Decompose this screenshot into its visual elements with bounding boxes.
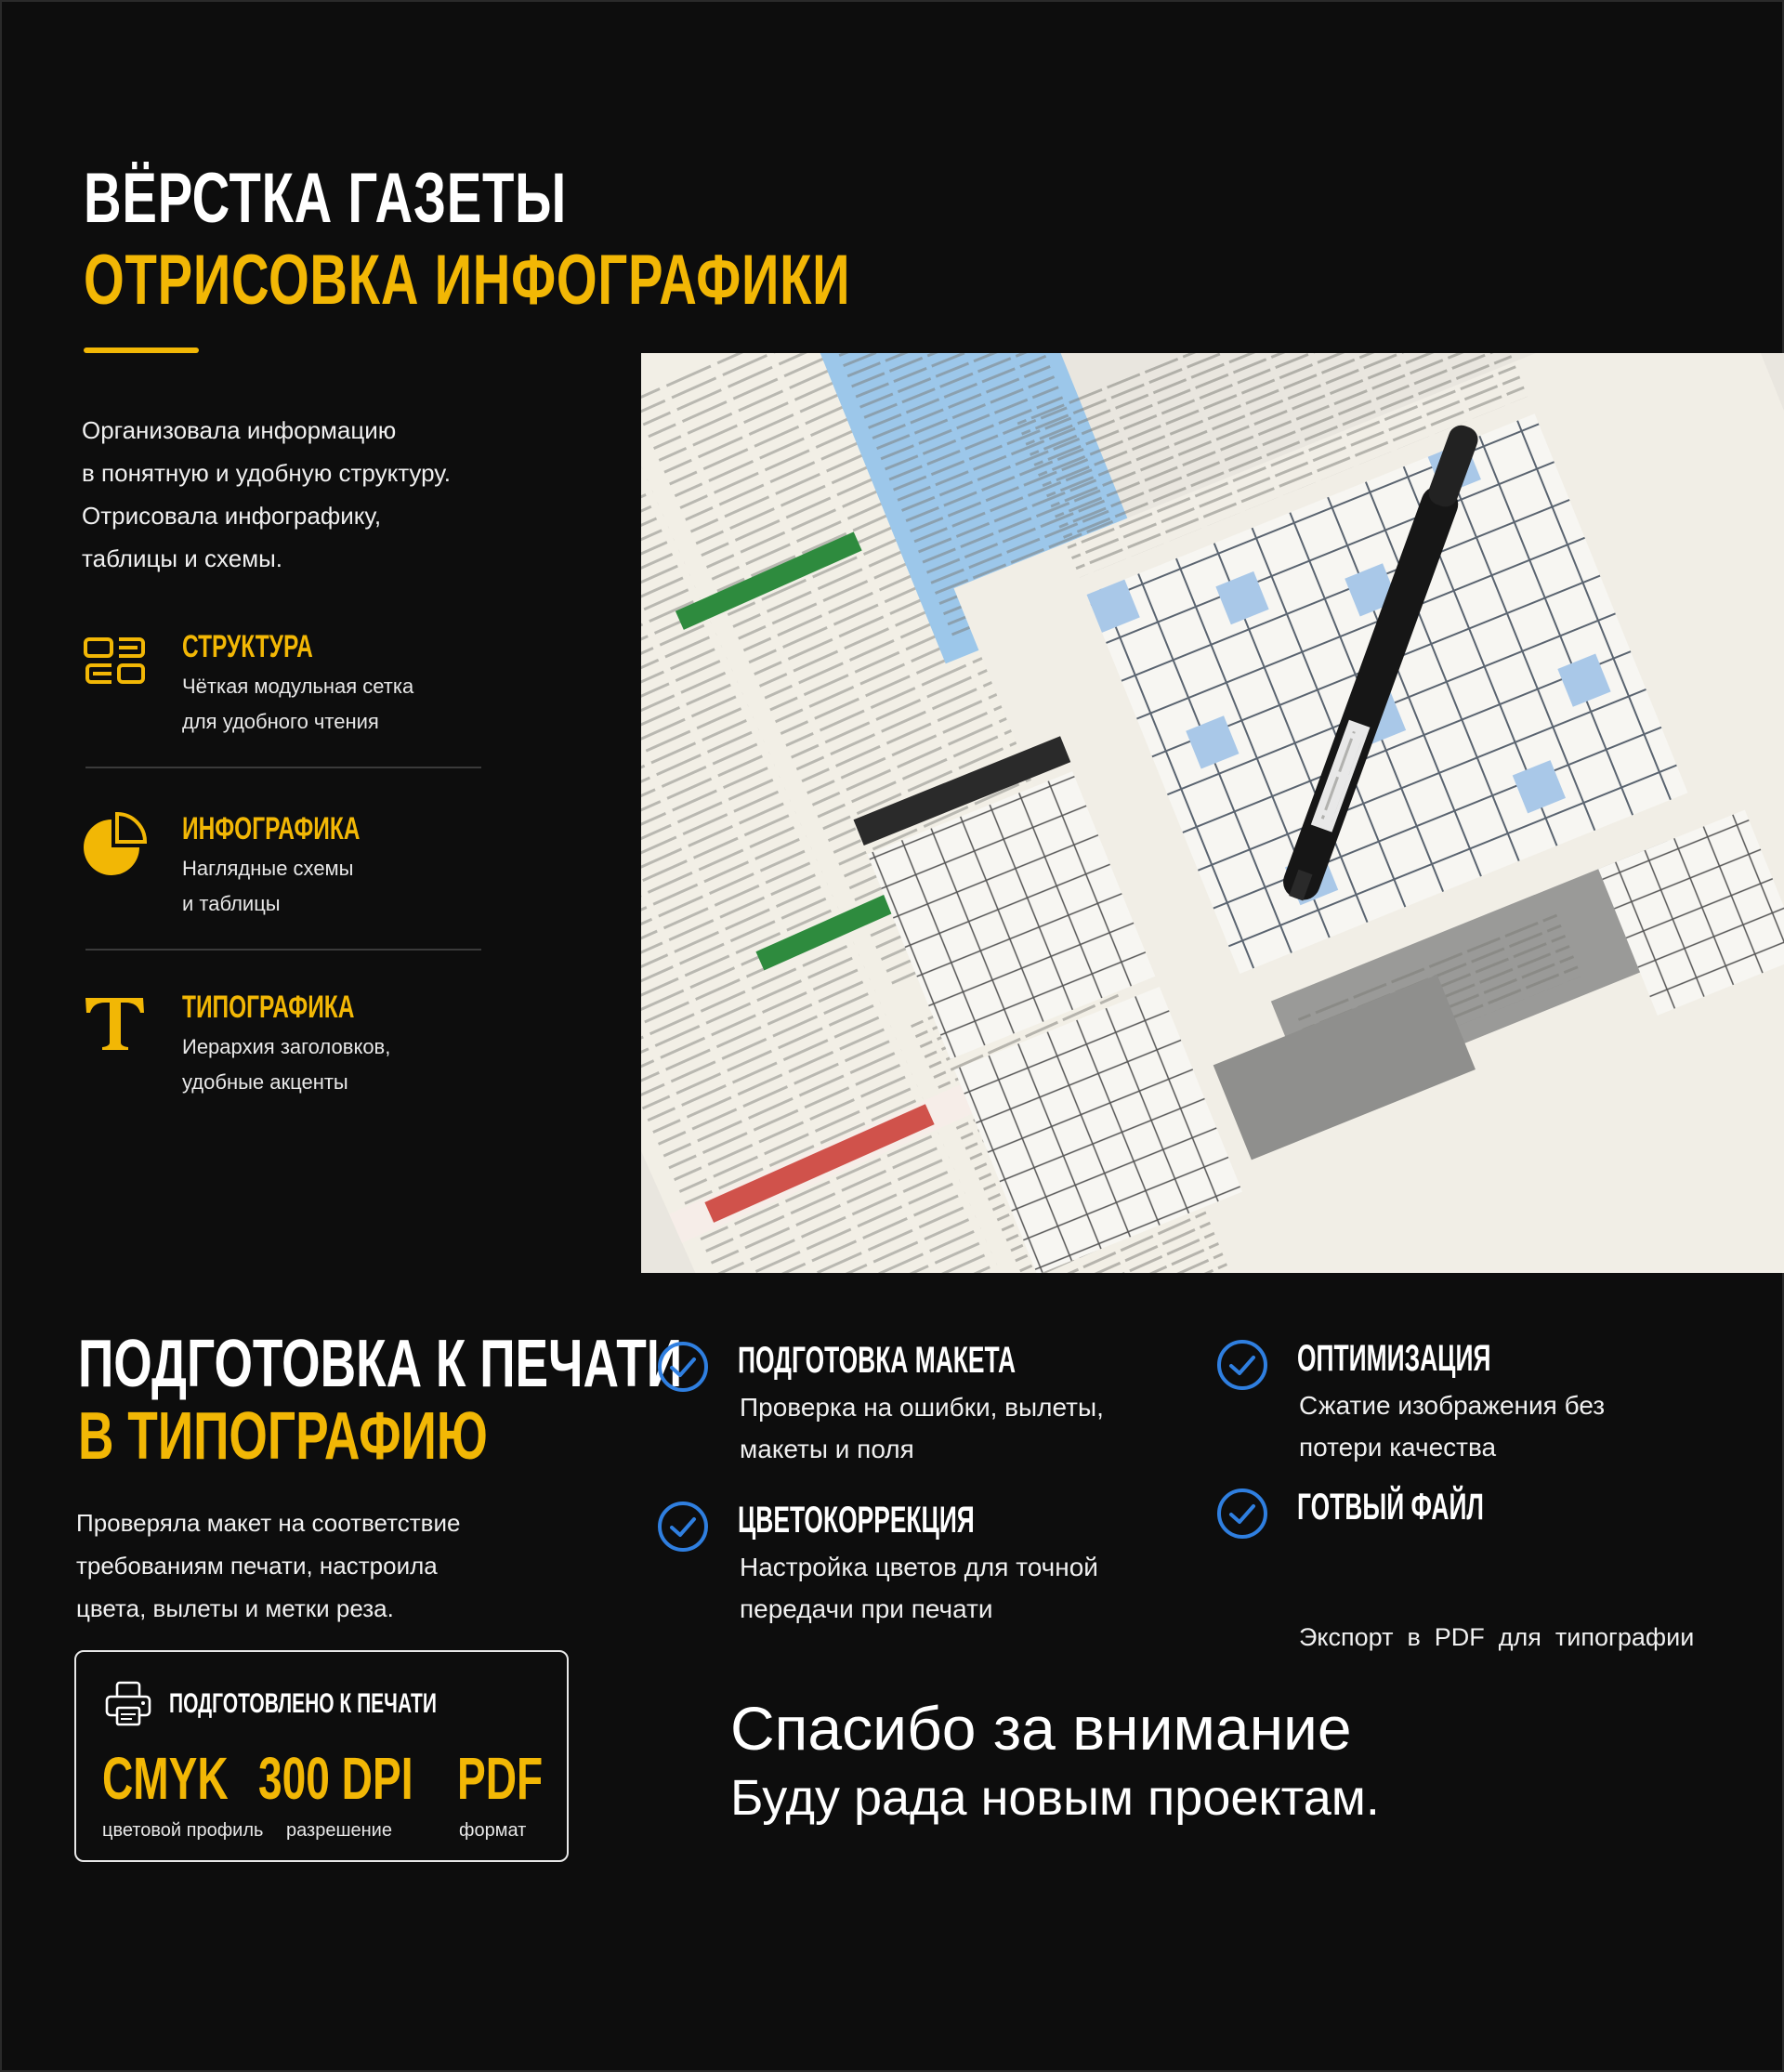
check-desc — [1299, 1533, 1699, 1742]
check-desc — [1299, 1384, 1689, 1468]
check-circle-icon — [1215, 1487, 1269, 1541]
feature-desc — [182, 1029, 498, 1100]
feature-desc-line: Чёткая модульная сетка — [182, 675, 414, 698]
pie-chart-icon — [82, 810, 149, 877]
check-desc-line: Проверка на ошибки, вылеты, — [740, 1393, 1104, 1422]
feature-structure — [82, 628, 481, 733]
printer-icon — [104, 1680, 152, 1728]
spec-label: разрешение — [286, 1820, 392, 1841]
newspaper-photo — [641, 353, 1784, 1273]
print-card-title: ПОДГОТОВЛЕНО К ПЕЧАТИ — [169, 1688, 437, 1719]
feature-desc-line: для удобного чтения — [182, 710, 379, 733]
check-title: ГОТВЫЙ ФАЙЛ — [1297, 1487, 1484, 1528]
check-circle-icon — [656, 1340, 710, 1394]
feature-desc-line: удобные акценты — [182, 1070, 348, 1094]
typography-t-icon — [82, 989, 149, 1056]
newspaper-illustration — [641, 353, 1784, 1273]
intro-line: Отрисовала инфографику, — [82, 502, 382, 530]
intro-line: Организовала информацию — [82, 416, 397, 444]
print-ready-card — [74, 1650, 569, 1862]
check-desc — [740, 1546, 1186, 1630]
check-circle-icon — [1215, 1338, 1269, 1392]
check-desc-line: Экспорт в PDF для типографии — [1299, 1623, 1695, 1651]
prep-title-line-2: В ТИПОГРАФИЮ — [78, 1399, 488, 1474]
spec-dpi — [260, 1745, 473, 1843]
check-circle-icon — [656, 1500, 710, 1554]
check-title: ПОДГОТОВКА МАКЕТА — [738, 1340, 1017, 1381]
check-layout-prep — [656, 1340, 1176, 1463]
feature-desc-line: Иерархия заголовков, — [182, 1035, 391, 1058]
feature-title: ИНФОГРАФИКА — [182, 811, 361, 846]
title-line-1: ВЁРСТКА ГАЗЕТЫ — [84, 159, 567, 238]
spec-pdf — [457, 1745, 576, 1843]
feature-infographics — [82, 810, 481, 915]
check-ready-file — [1215, 1487, 1699, 1651]
grid-layout-icon — [82, 628, 149, 695]
prep-desc-line: цвета, вылеты и метки реза. — [76, 1594, 394, 1622]
spec-value: 300 DPI — [258, 1745, 413, 1812]
prep-desc-line: требованиям печати, настроила — [76, 1552, 438, 1580]
check-desc-line: Сжатие изображения без — [1299, 1391, 1606, 1420]
title-line-2: ОТРИСОВКА ИНФОГРАФИКИ — [84, 241, 851, 320]
check-desc-line: Настройка цветов для точной — [740, 1553, 1098, 1581]
check-desc-line: макеты и поля — [740, 1435, 914, 1463]
check-title: ОПТИМИЗАЦИЯ — [1297, 1338, 1491, 1379]
spec-value: CMYK — [102, 1745, 229, 1812]
prep-description — [76, 1502, 559, 1630]
intro-line: таблицы и схемы. — [82, 544, 282, 572]
feature-divider — [85, 767, 481, 768]
spec-cmyk — [102, 1745, 277, 1843]
feature-title: ТИПОГРАФИКА — [182, 990, 355, 1025]
check-desc-line: потери качества — [1299, 1433, 1497, 1462]
check-desc-line: передачи при печати — [740, 1594, 993, 1623]
feature-desc — [182, 851, 498, 922]
feature-desc-line: Наглядные схемы — [182, 857, 354, 880]
feature-divider — [85, 949, 481, 951]
check-desc — [740, 1386, 1186, 1470]
feature-desc — [182, 669, 498, 740]
spec-label: формат — [459, 1820, 527, 1841]
intro-line: в понятную и удобную структуру. — [82, 459, 451, 487]
feature-desc-line: и таблицы — [182, 892, 281, 915]
prep-title-line-1: ПОДГОТОВКА К ПЕЧАТИ — [78, 1327, 683, 1401]
check-color-correction — [656, 1500, 1176, 1623]
feature-typography — [82, 989, 481, 1094]
check-optimization — [1215, 1338, 1699, 1462]
title-underline — [84, 348, 199, 353]
thanks-line-2: Буду рада новым проектам. — [730, 1770, 1380, 1826]
intro-text — [82, 409, 602, 580]
prep-desc-line: Проверяла макет на соответствие — [76, 1509, 461, 1537]
check-title: ЦВЕТОКОРРЕКЦИЯ — [738, 1500, 975, 1541]
spec-label: цветовой профиль — [102, 1820, 264, 1841]
feature-title: СТРУКТУРА — [182, 629, 313, 664]
spec-value: PDF — [457, 1745, 544, 1812]
thanks-line-1: Спасибо за внимание — [730, 1694, 1352, 1763]
